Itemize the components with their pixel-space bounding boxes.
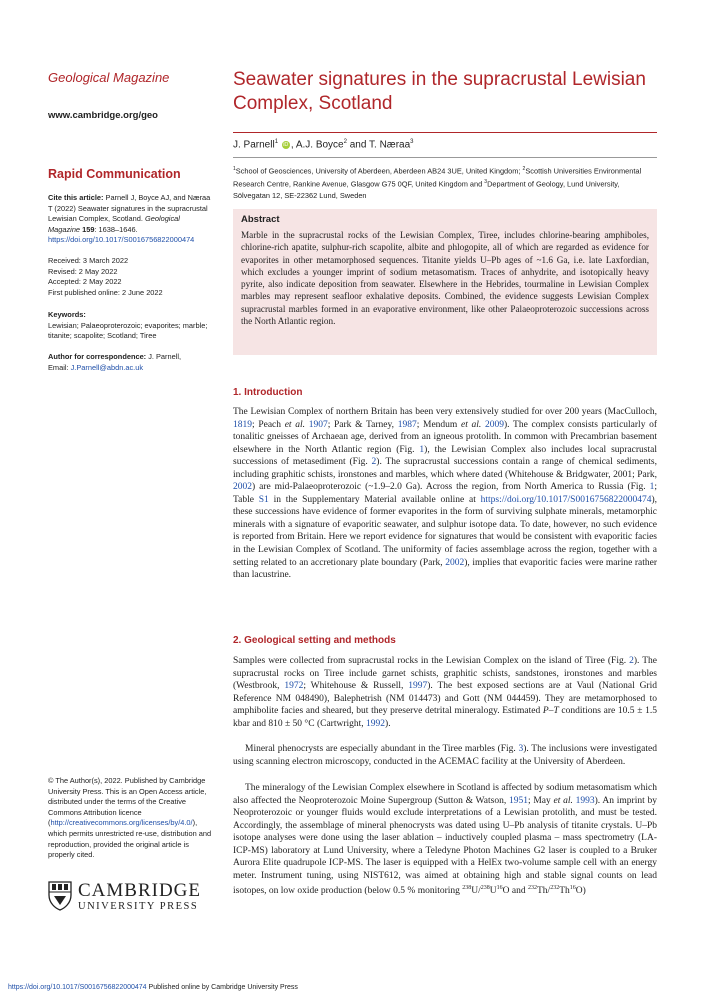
ref-link[interactable]: 1951	[508, 795, 528, 806]
license-link[interactable]: http://creativecommons.org/licenses/by/4.0/	[50, 818, 193, 828]
keywords-block	[48, 310, 213, 342]
citation-text: Parnell J, Boyce AJ, and Nærаa T (2022) Seawater signatures in the supracrustal Lewisian Complex, Scotland.	[48, 193, 211, 224]
affiliations	[233, 164, 657, 202]
affiliation-3-sup: 3	[484, 179, 488, 186]
license-text-1: © The Author(s), 2022. Published by Cambridge University Press. This is an Open Access article, distributed under the terms of the Creative Commons Attribution licence (	[48, 776, 207, 828]
citation-label: Cite this article:	[48, 193, 104, 202]
dates-block	[48, 256, 213, 298]
introduction-heading: 1. Introduction	[233, 387, 303, 398]
correspondence-name: J. Parnell,	[148, 352, 182, 361]
methods-paragraph-1: Samples were collected from supracrustal rocks in the Lewisian Complex on the island of Tiree (Fig. 2). The supracrustal rocks on Tiree include garnet schists, graphitic schists, sandstones, ironstones and marbles (Westbrook, 1972; Whitehouse & Russell, 1997). The best exposed sections are at Vaul (National Grid Reference NM 048490), Balephetrish (NM 014473) and Gott (NM 044459). They are metamorphosed to amphibolite facies and sheared, but they preserve detrital mineralogy. Estimated P–T conditions are 10.5 ± 1.5 kbar and 810 ± 50 °C (Cartwright, 1992).	[233, 656, 658, 729]
ref-link[interactable]: 1992	[366, 718, 386, 729]
fig-link[interactable]: 2	[371, 457, 377, 468]
supplementary-doi-link[interactable]: https://doi.org/10.1017/S0016756822000474	[480, 494, 652, 505]
fig-link[interactable]: 1	[649, 482, 655, 493]
published-date: First published online: 2 June 2022	[48, 287, 163, 297]
author-3-sup: 3	[410, 139, 414, 145]
cambridge-logo	[48, 878, 218, 918]
fig-link[interactable]: 3	[518, 744, 524, 754]
abstract-box	[233, 209, 657, 355]
journal-name: Geological Magazine	[48, 70, 170, 85]
journal-url[interactable]: www.cambridge.org/geo	[48, 110, 158, 121]
publisher-line-1: CAMBRIDGE	[78, 880, 202, 901]
accepted-date: Accepted: 2 May 2022	[48, 277, 122, 287]
footer-doi-link[interactable]: https://doi.org/10.1017/S0016756822000474	[8, 984, 147, 991]
methods-paragraph-3: The mineralogy of the Lewisian Complex elsewhere in Scotland is affected by sodium metasomatism which also affected the Neoproterozoic Moine Supergroup (Sutton & Watson, 1951; May et al. 1993). An imprint by Neoproterozoic or younger fluids would exclude interpretations of a Lewisian protolith, and must be tested. Accordingly, the assemblage of mineral phenocrysts was dated using U–Pb analysis of titanite crystals. U–Pb isotope analyses were done using the laser ablation – inductively coupled plasma – mass spectrometry (LA-ICP-MS) laboratory at Lund University, where a Teledyne Photon Machines G2 laser is coupled to a Bruker Aurora Elite quadrupole ICP-MS. The laser is equipped with a HelEx two-volume sample cell with an energy meter. Instrument tuning, using NIST612, was aimed at obtaining high and stable signal counts on lead isotopes, on low oxide production (below 0.5 % monitoring $^{238}U/^{238}U^{16}O$ and $^{232}$Th/$^{232}$Th$^{16}$O)	[233, 783, 657, 897]
ref-link[interactable]: 1907	[308, 419, 328, 430]
ref-link[interactable]: 2002	[233, 482, 252, 493]
received-date: Received: 3 March 2022	[48, 256, 129, 265]
ref-link[interactable]: 1987	[397, 419, 417, 430]
citation-doi-link[interactable]: https://doi.org/10.1017/S0016756822000474	[48, 235, 195, 245]
article-type: Rapid Communication	[48, 167, 181, 181]
introduction-paragraph: The Lewisian Complex of northern Britain has been very extensively studied for over 200 years (MacCulloch, 1819; Peach et al. 1907; Park & Tarney, 1987; Mendum et al. 2009). The complex consists particularly of tonalitic gneisses of Archaean age, derived from an igneous protolith. In common with Precambrian basement elsewhere in the North Atlantic region (Fig. 1), the Lewisian Complex also includes local supracrustal successions of metasediment (Fig. 2). The supracrustal successions contain a range of chemical sediments, including graphitic schists, ironstones and marbles, which where dated (Whitehouse & Bridgwater, 2001; Park, 2002) are mid-Palaeoproterozoic (~1.9–2.0 Ga). Across the region, from North America to Russia (Fig. 1; Table S1 in the Supplementary Material available online at https://doi.org/10.1017/S0016756822000474), these successions have evidence of former evaporites in the form of surviving sulphate minerals, metamorphic minerals with a signature of evaporitic seawater, and sulphur isotope data. To date, however, no such evidence is reported from Britain. Here we report evidence for signatures that would be consistent with evaporitic facies in the Lewisian Complex of Scotland. The uniformity of facies assemblage across the region, together with a setting related to an accretionary plate boundary (Park, 2002), implies that evaporitic facies were marine rather than lacustrine.	[233, 407, 658, 581]
authors-divider	[233, 157, 657, 158]
abstract-heading: Abstract	[241, 214, 280, 225]
author-2-sup: 2	[343, 139, 347, 145]
author-1: J. Parnell	[233, 139, 275, 151]
footer-text: Published online by Cambridge University Press	[146, 984, 298, 991]
affiliation-2-sup: 2	[522, 166, 526, 172]
ref-link[interactable]: 1993	[575, 795, 595, 806]
methods-heading: 2. Geological setting and methods	[233, 635, 396, 646]
citation-volume: 159	[82, 224, 95, 234]
abstract-text: Marble in the supracrustal rocks of the Lewisian Complex, Tiree, includes chlorine-bearing amphiboles, chlorine-rich apatite, sulphur-rich scapolite, albite and phlogopite, all of which are regarded as evidence for evaporites in other metamorphosed sequences. Titanite yields U–Pb ages of ~1.6 Ga, i.e. late Laxfordian, which excludes a younger imprint of sodium metasomatism. Traces of anhydrite, and isotopically heavy pyrite, also indicate deposition from seawater. Elsewhere in the Hebrides, tourmaline in Lewisian Complex marbles may represent seafloor exhalative deposits. Combined, the evidence suggests Lewisian Complex supracrustal marbles formed in an evaporative environment, like other Palaeoproterozoic successions across the North Atlantic region.	[241, 230, 649, 327]
author-1-sup: 1	[274, 139, 279, 145]
affiliation-2: Scottish Universities Environmental Research Centre, Rankine Avenue, Glasgow G75 0QF, United Kingdom and	[233, 166, 642, 189]
cambridge-shield-icon	[48, 881, 72, 911]
fig-link[interactable]: 1	[419, 444, 425, 455]
email-label: Email:	[48, 362, 69, 372]
correspondence-label: Author for correspondence:	[48, 352, 147, 361]
keywords-label: Keywords:	[48, 310, 86, 319]
ref-link[interactable]: 1972	[284, 681, 304, 692]
ref-link[interactable]: 2009	[485, 419, 504, 430]
ref-link[interactable]: 1819	[233, 419, 252, 430]
affiliation-1-sup: 1	[233, 166, 236, 172]
page-footer	[8, 984, 298, 991]
fig-link[interactable]: 2	[629, 656, 634, 666]
orcid-icon[interactable]: iD	[283, 142, 289, 149]
ref-link[interactable]: 2002	[445, 557, 465, 568]
author-2: , A.J. Boyce	[290, 139, 344, 151]
title-divider	[233, 132, 657, 133]
ref-link[interactable]: 1997	[408, 681, 428, 692]
citation-journal: Geological Magazine	[48, 214, 180, 234]
revised-date: Revised: 2 May 2022	[48, 266, 118, 276]
methods-paragraph-2: Mineral phenocrysts are especially abundant in the Tiree marbles (Fig. 3). The inclusions were investigated using scanning electron microscopy, conducted in the ACEMAC facility at the University of Aberdeen.	[233, 744, 658, 767]
citation-pages: : 1638–1646.	[94, 224, 138, 234]
affiliation-1: School of Geosciences, University of Aberdeen, Aberdeen AB24 3UE, United Kingdom;	[235, 166, 523, 176]
license-block	[48, 776, 213, 861]
license-text-2: ), which permits unrestricted re-use, distribution and reproduction, provided the original article is properly cited.	[48, 818, 212, 860]
table-link[interactable]: S1	[258, 494, 269, 505]
author-list	[233, 139, 414, 150]
affiliation-3: Department of Geology, Lund University, Sölvegatan 12, SE-22362 Lund, Sweden	[233, 179, 620, 201]
publisher-line-2: UNIVERSITY PRESS	[78, 901, 199, 912]
citation-block	[48, 193, 213, 246]
article-title: Seawater signatures in the supracrustal Lewisian Complex, Scotland	[233, 69, 646, 114]
keywords-text: Lewisian; Palaeoproterozoic; evaporites; marble; titanite; scapolite; Scotland; Tiree	[48, 320, 208, 341]
correspondence-block	[48, 352, 213, 373]
correspondence-email-link[interactable]: J.Parnell@abdn.ac.uk	[70, 362, 144, 372]
author-3: and T. Næraa	[346, 139, 411, 151]
